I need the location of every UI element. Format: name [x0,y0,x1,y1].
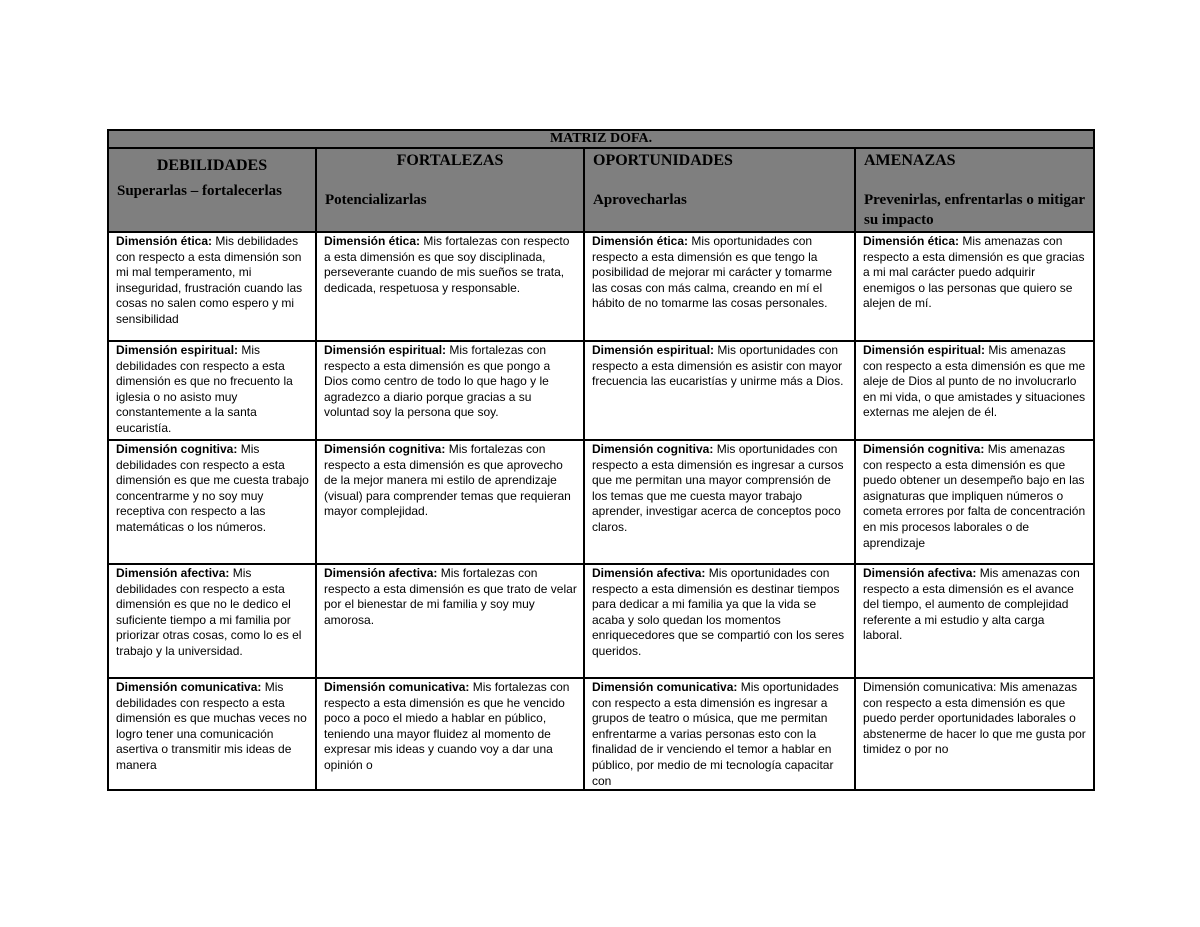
row-dimension-espiritual [108,341,1094,440]
cell-amenaza-cognitiva [855,440,1094,564]
cell-debilidad-comunicativa [108,678,316,790]
cell-text: Mis debilidades con respecto a esta dimensión son mi mal temperamento, mi inseguridad, frustración cuando las cosas no salen como espero y mi sensibilidad [116,234,303,326]
cell-text: Mis debilidades con respecto a esta dimensión es que no le dedico el suficiente tiempo a mi familia por priorizar otras cosas, como lo es el trabajo y la universidad. [116,566,302,658]
cell-text: Mis fortalezas con respecto a esta dimensión es que pongo a Dios como centro de todo lo que hago y le agradezco a diario porque gracias a su voluntad soy la persona que soy. [324,343,551,420]
cell-text: Mis oportunidades con respecto a esta dimensión es que tengo la posibilidad de mejorar mi carácter y tomarme las cosas con más calma, creando en mí el hábito de no tomarme las cosas personales. [592,234,833,311]
header-amenazas [855,148,1094,232]
row-dimension-afectiva [108,564,1094,678]
cell-label: Dimensión comunicativa: [324,680,470,694]
cell-label: Dimensión comunicativa: [592,680,738,694]
matrix-title: MATRIZ DOFA. [108,130,1094,148]
cell-fortaleza-etica [316,232,584,341]
cell-fortaleza-afectiva [316,564,584,678]
header-amenazas-subtitle: Prevenirlas, enfrentarlas o mitigar su impacto [864,192,1085,228]
cell-text: Mis debilidades con respecto a esta dimensión es que me cuesta trabajo concentrarme y no soy muy receptiva con respecto a las matemáticas o los números. [116,442,309,534]
cell-debilidad-cognitiva [108,440,316,564]
header-fortalezas-subtitle: Potencializarlas [325,192,427,208]
cell-label: Dimensión ética: [116,234,213,248]
cell-fortaleza-comunicativa [316,678,584,790]
cell-debilidad-espiritual [108,341,316,440]
cell-oportunidad-cognitiva [584,440,855,564]
cell-text: Mis amenazas con respecto a esta dimensión es que puedo obtener un desempeño bajo en las asignaturas que impliquen números o cometa errores por falta de concentración en mis procesos laborales o de aprendizaje [863,442,1086,550]
cell-oportunidad-etica [584,232,855,341]
cell-text: Mis oportunidades con respecto a esta dimensión es ingresar a cursos que me permitan una mayor comprensión de los temas que me cuesta mayor trabajo aprender, investigar acerca de conceptos poco claros. [592,442,844,534]
cell-label: Dimensión afectiva: [863,566,977,580]
cell-amenaza-etica [855,232,1094,341]
cell-label: Dimensión espiritual: [863,343,986,357]
cell-text: Mis fortalezas con respecto a esta dimensión es que aprovecho de la mejor manera mi estilo de aprendizaje (visual) para comprender temas que requieran mayor complejidad. [324,442,571,519]
cell-fortaleza-espiritual [316,341,584,440]
title-row [108,130,1094,148]
row-dimension-etica [108,232,1094,341]
header-fortalezas-name: FORTALEZAS [396,152,504,169]
cell-text: Mis fortalezas con respecto a esta dimensión es que trato de velar por el bienestar de mi familia y soy muy amorosa. [324,566,577,627]
row-dimension-cognitiva [108,440,1094,564]
header-debilidades-name: DEBILIDADES [156,157,268,174]
cell-label: Dimensión espiritual: [592,343,715,357]
cell-amenaza-afectiva [855,564,1094,678]
cell-debilidad-etica [108,232,316,341]
cell-text: Mis debilidades con respecto a esta dimensión es que no frecuento la iglesia o no asisto muy constantemente a la santa eucaristía. [116,343,293,435]
header-oportunidades [584,148,855,232]
cell-label: Dimensión afectiva: [324,566,438,580]
cell-label: Dimensión comunicativa: [116,680,262,694]
cell-oportunidad-afectiva [584,564,855,678]
cell-label: Dimensión espiritual: [116,343,239,357]
row-dimension-comunicativa [108,678,1094,790]
cell-label: Dimensión cognitiva: [324,442,446,456]
cell-label: Dimensión ética: [592,234,689,248]
cell-text: Mis oportunidades con respecto a esta dimensión es ingresar a grupos de teatro o música, que me permitan enfrentarme a varias personas esto con la finalidad de ir venciendo el temor a hablar en público, por medio de mi tecnología capacitar con [592,680,839,788]
dofa-matrix-table [107,129,1095,791]
cell-text: Mis amenazas con respecto a esta dimensión es que me aleje de Dios al punto de no involucrarlo en mi vida, o que amistades y situaciones externas me alejen de él. [863,343,1086,420]
cell-amenaza-espiritual [855,341,1094,440]
header-oportunidades-name: OPORTUNIDADES [593,152,733,169]
cell-text: Mis oportunidades con respecto a esta dimensión es asistir con mayor frecuencia las eucaristías y unirme más a Dios. [592,343,844,389]
cell-label: Dimensión cognitiva: [863,442,985,456]
header-oportunidades-subtitle: Aprovecharlas [593,192,687,208]
cell-label: Dimensión afectiva: [116,566,230,580]
header-row [108,148,1094,232]
cell-amenaza-comunicativa [855,678,1094,790]
cell-label: Dimensión ética: [863,234,960,248]
header-fortalezas [316,148,584,232]
header-debilidades [108,148,316,232]
cell-text: Mis amenazas con respecto a esta dimensión es el avance del tiempo, el aumento de complejidad referente a mi estudio y alta carga laboral. [863,566,1080,643]
cell-text: Mis fortalezas con respecto a esta dimensión es que he vencido poco a poco el miedo a hablar en público, teniendo una mayor fluidez al momento de expresar mis ideas y cuando voy a dar una opinión o [324,680,570,772]
cell-debilidad-afectiva [108,564,316,678]
cell-text: Mis debilidades con respecto a esta dimensión es que muchas veces no logro tener una comunicación asertiva o transmitir mis ideas de manera [116,680,307,772]
cell-label: Dimensión cognitiva: [592,442,714,456]
cell-label: Dimensión afectiva: [592,566,706,580]
cell-text: Mis oportunidades con respecto a esta dimensión es destinar tiempos para dedicar a mi familia ya que la vida se acaba y solo quedan los momentos enriquecedores que se compartió con los seres queridos. [592,566,845,658]
cell-label: Dimensión ética: [324,234,421,248]
cell-fortaleza-cognitiva [316,440,584,564]
header-debilidades-subtitle: Superarlas – fortalecerlas [117,183,282,199]
header-amenazas-name: AMENAZAS [864,152,956,169]
cell-text: Dimensión comunicativa: Mis amenazas con respecto a esta dimensión es que puedo perder oportunidades laborales o abstenerme de hacer lo que me gusta por timidez o por no [863,680,1086,757]
cell-oportunidad-comunicativa [584,678,855,790]
cell-label: Dimensión espiritual: [324,343,447,357]
cell-text: Mis amenazas con respecto a esta dimensión es que gracias a mi mal carácter puedo adquirir enemigos o las personas que quiero se alejen de mí. [863,234,1085,311]
cell-label: Dimensión cognitiva: [116,442,238,456]
cell-oportunidad-espiritual [584,341,855,440]
cell-text: Mis fortalezas con respecto a esta dimensión es que soy disciplinada, perseverante cuando de mis sueños se trata, dedicada, respetuosa y responsable. [324,234,570,295]
